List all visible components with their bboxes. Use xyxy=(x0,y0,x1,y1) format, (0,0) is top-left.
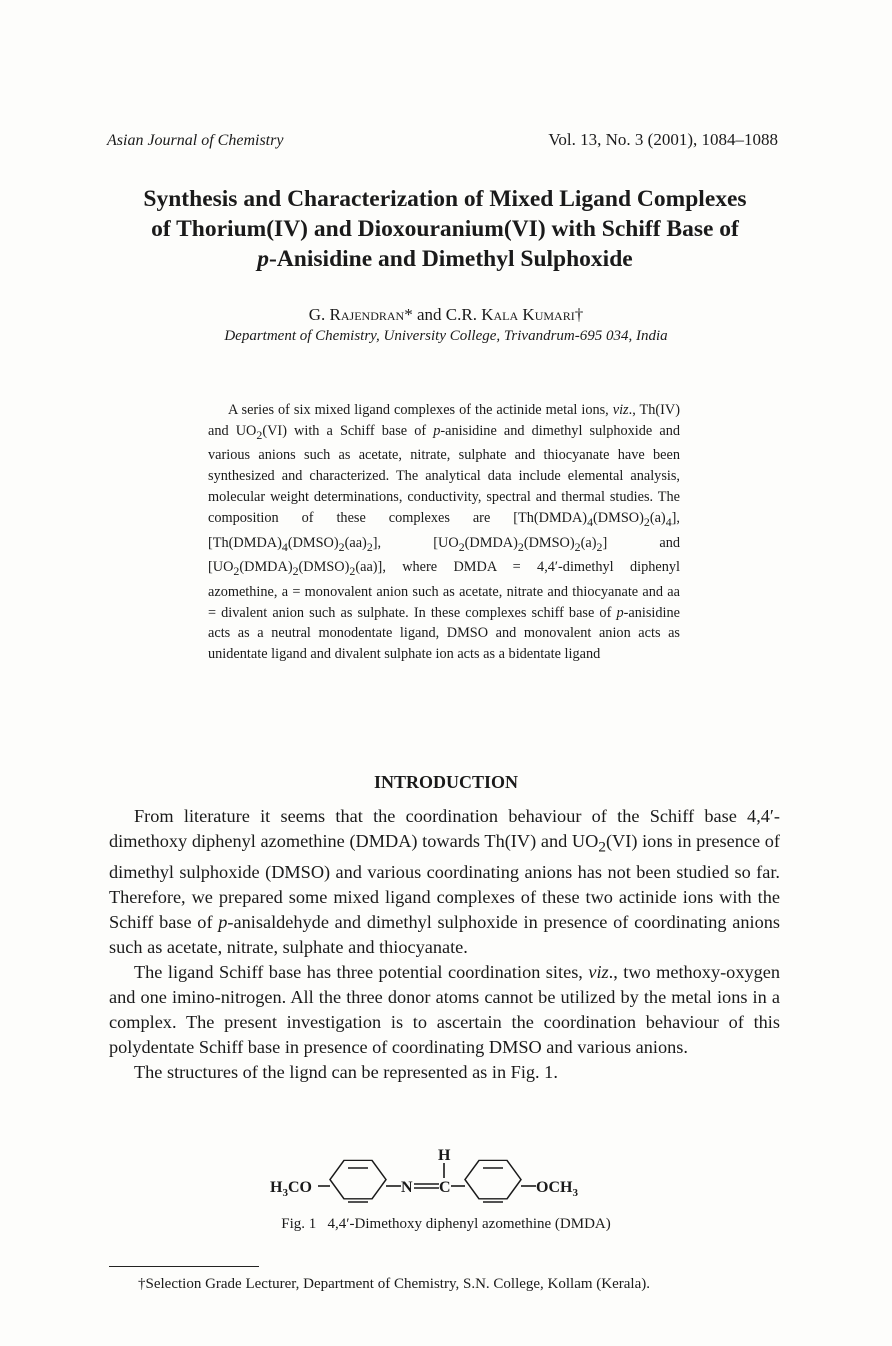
dmda-structure-figure xyxy=(268,1140,598,1204)
imine-carbon-label: C xyxy=(439,1179,451,1196)
methoxy-right-label: $OCH_3$ xyxy=(536,1179,578,1199)
volume-info: Vol. 13, No. 3 (2001), 1084–1088 xyxy=(548,130,778,149)
footnote-rule xyxy=(109,1266,259,1267)
paragraph: The ligand Schiff base has three potential coordination sites, viz., two methoxy-oxygen and one imino-nitrogen. All the three donor atoms cannot be utilized by the metal ions in a complex. The present investigation is to ascertain the coordination behaviour of this polydentate Schiff base in presence of coordinating DMSO and various anions. xyxy=(109,961,780,1057)
affiliation: Department of Chemistry, University College, Trivandrum-695 034, India xyxy=(224,328,668,344)
introduction-body xyxy=(109,804,780,1085)
imine-hydrogen-label: H xyxy=(438,1147,451,1164)
journal-name: Asian Journal of Chemistry xyxy=(107,132,284,149)
abstract: A series of six mixed ligand complexes of the actinide metal ions, viz., Th(IV) and $UO_2(VI)$ with a Schiff base of p-anisidine and dimethyl sulphoxide and various anions such as acetate, nitrate, sulphate and thiocyanate have been synthesized and characterized. The analytical data include elemental analysis, molecular weight determinations, conductivity, spectral and thermal studies. The composition of these complexes are $[Th(DMDA)_4(DMSO)_2(a)_4]$, $[Th(DMDA)_4(DMSO)_2(aa)_2]$, $[UO_2(DMDA)_2(DMSO)_2(a)_2]$ and $[UO_2(DMDA)_2(DMSO)_2(aa)]$, where DMDA = 4,4′-dimethyl diphenyl azomethine, a = monovalent anion such as acetate, nitrate and thiocyanate and aa = divalent anion such as sulphate. In these complexes schiff base of p-anisidine acts as a neutral monodentate ligand, DMSO and monovalent anion acts as unidentate ligand and divalent sulphate ion acts as a bidentate ligand xyxy=(208,402,680,663)
figure-caption: Fig. 1 4,4′-Dimethoxy diphenyl azomethine (DMDA) xyxy=(281,1216,611,1232)
title-line-2: of Thorium(IV) and Dioxouranium(VI) with Schiff Base of xyxy=(151,216,739,242)
imine-nitrogen-label: N xyxy=(401,1179,413,1196)
benzene-ring-right xyxy=(465,1160,521,1198)
paper-title xyxy=(100,184,790,274)
methoxy-left-label: $H_3CO$ xyxy=(270,1179,312,1199)
section-heading-introduction: INTRODUCTION xyxy=(373,772,519,792)
title-line-1: Synthesis and Characterization of Mixed Ligand Complexes xyxy=(143,186,747,212)
paragraph: The structures of the lignd can be represented as in Fig. 1. xyxy=(134,1061,558,1082)
benzene-ring-left xyxy=(330,1160,386,1198)
author-list: G. Rajendran* and C.R. Kala Kumari† xyxy=(308,305,584,324)
title-line-3: p-Anisidine and Dimethyl Sulphoxide xyxy=(257,246,633,272)
footnote: †Selection Grade Lecturer, Department of Chemistry, S.N. College, Kollam (Kerala). xyxy=(138,1276,651,1292)
paragraph: From literature it seems that the coordination behaviour of the Schiff base 4,4′-dimethoxy diphenyl azomethine (DMDA) towards Th(IV) and $UO_2(VI)$ ions in presence of dimethyl sulphoxide (DMSO) and various coordinating anions has not been studied so far. Therefore, we prepared some mixed ligand complexes of these two actinide ions with the Schiff base of p-anisaldehyde and dimethyl sulphoxide in presence of coordinating anions such as acetate, nitrate, sulphate and thiocyanate. xyxy=(109,806,780,957)
